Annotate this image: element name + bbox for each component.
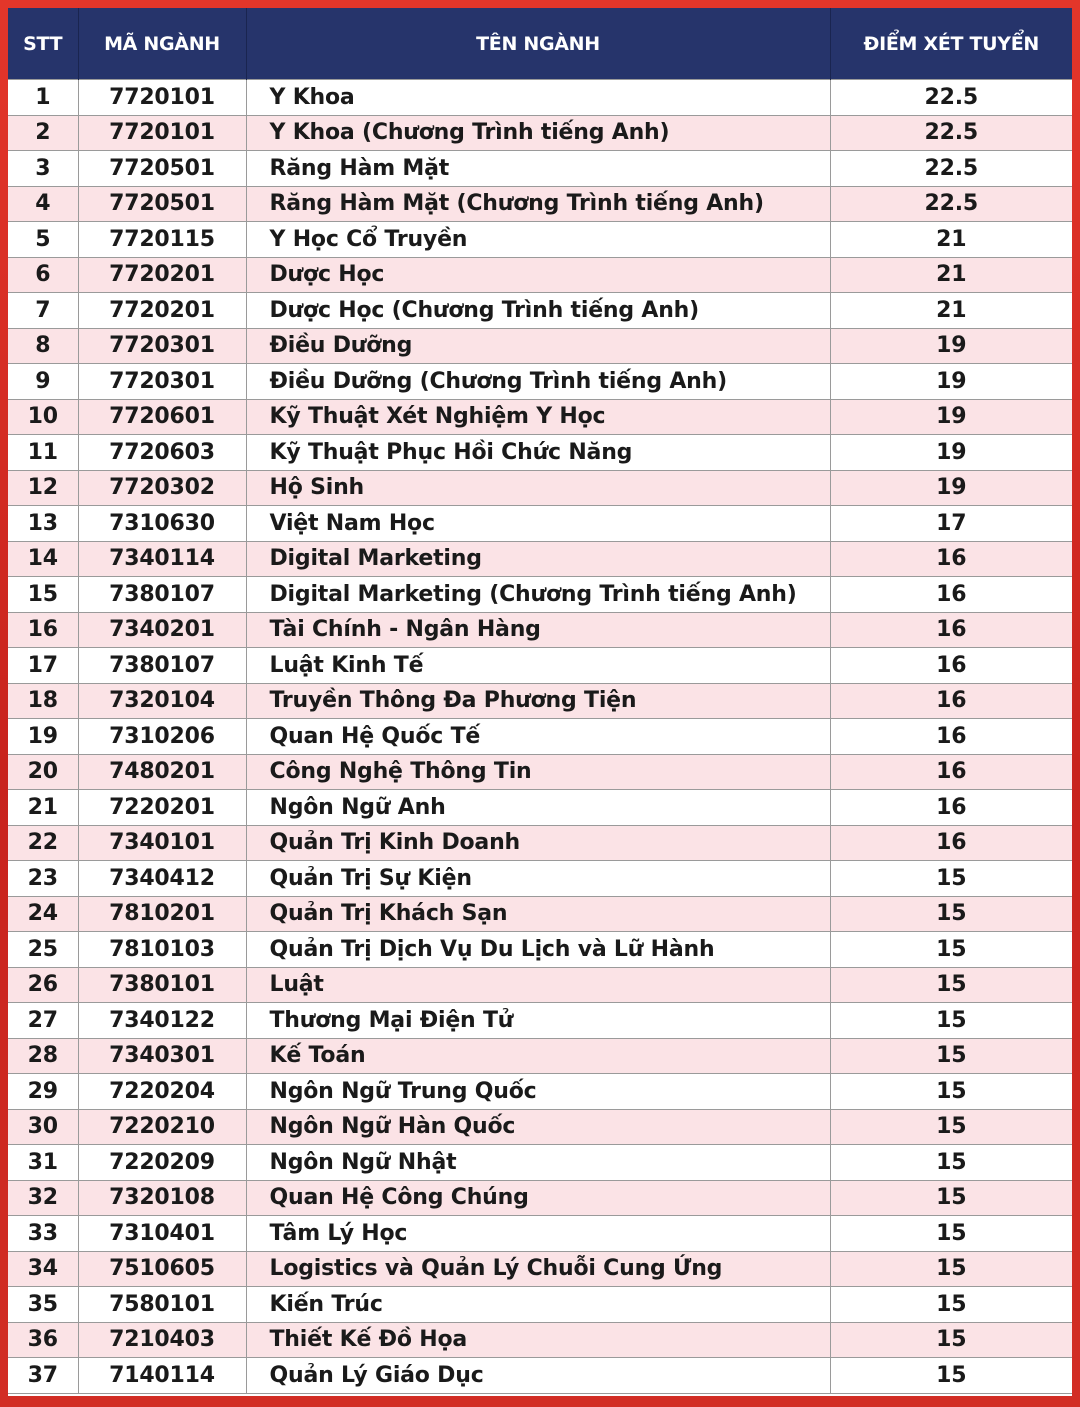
- row-stt: 7: [8, 293, 78, 329]
- row-ten-nganh: Ngôn Ngữ Trung Quốc: [246, 1074, 830, 1110]
- row-ten-nganh: Luật: [246, 967, 830, 1003]
- row-ma-nganh: 7340122: [78, 1003, 246, 1039]
- row-ma-nganh: 7720302: [78, 470, 246, 506]
- row-stt: 5: [8, 222, 78, 258]
- row-stt: 20: [8, 754, 78, 790]
- admission-score-table: [8, 8, 1072, 1394]
- table-row: [8, 790, 1072, 826]
- row-ten-nganh: Răng Hàm Mặt: [246, 151, 830, 187]
- table-row: [8, 293, 1072, 329]
- row-ten-nganh: Công Nghệ Thông Tin: [246, 754, 830, 790]
- table-row: [8, 1038, 1072, 1074]
- table-row: [8, 932, 1072, 968]
- row-stt: 1: [8, 80, 78, 116]
- row-ten-nganh: Ngôn Ngữ Nhật: [246, 1145, 830, 1181]
- row-stt: 36: [8, 1322, 78, 1358]
- row-diem: 15: [830, 1358, 1072, 1394]
- row-ma-nganh: 7140114: [78, 1358, 246, 1394]
- row-diem: 22.5: [830, 186, 1072, 222]
- row-diem: 15: [830, 932, 1072, 968]
- table-header: [8, 8, 1072, 80]
- row-diem: 22.5: [830, 80, 1072, 116]
- header-row: [8, 8, 1072, 80]
- row-stt: 8: [8, 328, 78, 364]
- row-ten-nganh: Thương Mại Điện Tử: [246, 1003, 830, 1039]
- row-stt: 14: [8, 541, 78, 577]
- row-ten-nganh: Y Học Cổ Truyền: [246, 222, 830, 258]
- row-stt: 3: [8, 151, 78, 187]
- row-ten-nganh: Kỹ Thuật Xét Nghiệm Y Học: [246, 399, 830, 435]
- row-ten-nganh: Kiến Trúc: [246, 1287, 830, 1323]
- row-ten-nganh: Răng Hàm Mặt (Chương Trình tiếng Anh): [246, 186, 830, 222]
- row-ten-nganh: Thiết Kế Đồ Họa: [246, 1322, 830, 1358]
- table-row: [8, 80, 1072, 116]
- row-diem: 21: [830, 257, 1072, 293]
- row-stt: 6: [8, 257, 78, 293]
- table-row: [8, 257, 1072, 293]
- row-diem: 16: [830, 648, 1072, 684]
- row-ten-nganh: Kế Toán: [246, 1038, 830, 1074]
- row-stt: 12: [8, 470, 78, 506]
- row-ma-nganh: 7320104: [78, 683, 246, 719]
- row-stt: 29: [8, 1074, 78, 1110]
- row-ten-nganh: Tâm Lý Học: [246, 1216, 830, 1252]
- row-diem: 19: [830, 399, 1072, 435]
- row-ten-nganh: Quản Trị Kinh Doanh: [246, 825, 830, 861]
- row-ma-nganh: 7720601: [78, 399, 246, 435]
- table-row: [8, 1180, 1072, 1216]
- row-ten-nganh: Quản Lý Giáo Dục: [246, 1358, 830, 1394]
- header-stt: STT: [8, 8, 78, 80]
- row-stt: 31: [8, 1145, 78, 1181]
- row-diem: 16: [830, 790, 1072, 826]
- table-row: [8, 1322, 1072, 1358]
- table-row: [8, 1145, 1072, 1181]
- row-stt: 17: [8, 648, 78, 684]
- row-stt: 27: [8, 1003, 78, 1039]
- row-diem: 15: [830, 1145, 1072, 1181]
- row-stt: 34: [8, 1251, 78, 1287]
- row-ten-nganh: Điều Dưỡng: [246, 328, 830, 364]
- row-diem: 15: [830, 1322, 1072, 1358]
- row-diem: 21: [830, 222, 1072, 258]
- table-row: [8, 541, 1072, 577]
- row-diem: 22.5: [830, 115, 1072, 151]
- row-ten-nganh: Ngôn Ngữ Hàn Quốc: [246, 1109, 830, 1145]
- table-row: [8, 222, 1072, 258]
- header-ten-nganh: TÊN NGÀNH: [246, 8, 830, 80]
- row-diem: 19: [830, 364, 1072, 400]
- table-row: [8, 1109, 1072, 1145]
- table-row: [8, 186, 1072, 222]
- row-ma-nganh: 7510605: [78, 1251, 246, 1287]
- table-row: [8, 506, 1072, 542]
- row-ten-nganh: Hộ Sinh: [246, 470, 830, 506]
- row-ten-nganh: Truyền Thông Đa Phương Tiện: [246, 683, 830, 719]
- row-diem: 15: [830, 1074, 1072, 1110]
- row-ten-nganh: Quản Trị Khách Sạn: [246, 896, 830, 932]
- table-row: [8, 754, 1072, 790]
- row-ma-nganh: 7310206: [78, 719, 246, 755]
- row-diem: 15: [830, 1038, 1072, 1074]
- row-ma-nganh: 7720101: [78, 115, 246, 151]
- row-ten-nganh: Quản Trị Sự Kiện: [246, 861, 830, 897]
- row-stt: 10: [8, 399, 78, 435]
- row-diem: 15: [830, 1003, 1072, 1039]
- row-ten-nganh: Logistics và Quản Lý Chuỗi Cung Ứng: [246, 1251, 830, 1287]
- row-ma-nganh: 7210403: [78, 1322, 246, 1358]
- table-row: [8, 577, 1072, 613]
- table-row: [8, 1358, 1072, 1394]
- row-stt: 2: [8, 115, 78, 151]
- row-ten-nganh: Tài Chính - Ngân Hàng: [246, 612, 830, 648]
- row-ma-nganh: 7380107: [78, 577, 246, 613]
- row-ma-nganh: 7380107: [78, 648, 246, 684]
- row-stt: 32: [8, 1180, 78, 1216]
- table-row: [8, 1216, 1072, 1252]
- table-row: [8, 1287, 1072, 1323]
- row-ten-nganh: Dược Học (Chương Trình tiếng Anh): [246, 293, 830, 329]
- row-diem: 17: [830, 506, 1072, 542]
- row-diem: 16: [830, 719, 1072, 755]
- row-diem: 15: [830, 861, 1072, 897]
- row-ten-nganh: Quan Hệ Quốc Tế: [246, 719, 830, 755]
- row-diem: 21: [830, 293, 1072, 329]
- row-ten-nganh: Luật Kinh Tế: [246, 648, 830, 684]
- row-stt: 13: [8, 506, 78, 542]
- row-stt: 19: [8, 719, 78, 755]
- row-ma-nganh: 7720201: [78, 257, 246, 293]
- row-stt: 37: [8, 1358, 78, 1394]
- row-stt: 25: [8, 932, 78, 968]
- row-stt: 18: [8, 683, 78, 719]
- row-stt: 23: [8, 861, 78, 897]
- row-ten-nganh: Quan Hệ Công Chúng: [246, 1180, 830, 1216]
- row-diem: 15: [830, 1287, 1072, 1323]
- row-ma-nganh: 7340201: [78, 612, 246, 648]
- row-ma-nganh: 7720301: [78, 364, 246, 400]
- row-ma-nganh: 7320108: [78, 1180, 246, 1216]
- row-diem: 19: [830, 328, 1072, 364]
- row-stt: 24: [8, 896, 78, 932]
- row-ma-nganh: 7720501: [78, 151, 246, 187]
- row-stt: 33: [8, 1216, 78, 1252]
- row-stt: 9: [8, 364, 78, 400]
- row-diem: 15: [830, 1216, 1072, 1252]
- table-row: [8, 1074, 1072, 1110]
- row-ma-nganh: 7720201: [78, 293, 246, 329]
- row-ma-nganh: 7220204: [78, 1074, 246, 1110]
- row-ma-nganh: 7340412: [78, 861, 246, 897]
- row-ten-nganh: Digital Marketing: [246, 541, 830, 577]
- row-ma-nganh: 7720501: [78, 186, 246, 222]
- table-row: [8, 364, 1072, 400]
- table-row: [8, 861, 1072, 897]
- table-row: [8, 648, 1072, 684]
- row-ten-nganh: Y Khoa: [246, 80, 830, 116]
- row-stt: 22: [8, 825, 78, 861]
- table-row: [8, 719, 1072, 755]
- row-ma-nganh: 7340101: [78, 825, 246, 861]
- table-body: [8, 80, 1072, 1394]
- table-row: [8, 435, 1072, 471]
- row-ma-nganh: 7340301: [78, 1038, 246, 1074]
- row-ma-nganh: 7220210: [78, 1109, 246, 1145]
- row-ten-nganh: Digital Marketing (Chương Trình tiếng Anh): [246, 577, 830, 613]
- row-ten-nganh: Ngôn Ngữ Anh: [246, 790, 830, 826]
- table-row: [8, 470, 1072, 506]
- row-diem: 19: [830, 470, 1072, 506]
- row-stt: 26: [8, 967, 78, 1003]
- row-stt: 16: [8, 612, 78, 648]
- row-diem: 15: [830, 1109, 1072, 1145]
- row-diem: 16: [830, 577, 1072, 613]
- row-ma-nganh: 7810103: [78, 932, 246, 968]
- header-ma-nganh: MÃ NGÀNH: [78, 8, 246, 80]
- row-diem: 15: [830, 896, 1072, 932]
- row-ten-nganh: Dược Học: [246, 257, 830, 293]
- row-diem: 16: [830, 541, 1072, 577]
- row-ma-nganh: 7720101: [78, 80, 246, 116]
- row-ten-nganh: Điều Dưỡng (Chương Trình tiếng Anh): [246, 364, 830, 400]
- row-diem: 15: [830, 1180, 1072, 1216]
- row-ten-nganh: Quản Trị Dịch Vụ Du Lịch và Lữ Hành: [246, 932, 830, 968]
- row-diem: 16: [830, 825, 1072, 861]
- row-ma-nganh: 7480201: [78, 754, 246, 790]
- row-diem: 15: [830, 1251, 1072, 1287]
- row-ma-nganh: 7220201: [78, 790, 246, 826]
- row-stt: 11: [8, 435, 78, 471]
- row-stt: 15: [8, 577, 78, 613]
- row-ma-nganh: 7380101: [78, 967, 246, 1003]
- row-diem: 16: [830, 612, 1072, 648]
- table-row: [8, 1003, 1072, 1039]
- row-diem: 16: [830, 683, 1072, 719]
- table-row: [8, 1251, 1072, 1287]
- row-ma-nganh: 7720603: [78, 435, 246, 471]
- row-ma-nganh: 7340114: [78, 541, 246, 577]
- row-ten-nganh: Y Khoa (Chương Trình tiếng Anh): [246, 115, 830, 151]
- table-row: [8, 896, 1072, 932]
- row-diem: 16: [830, 754, 1072, 790]
- table-row: [8, 151, 1072, 187]
- table-row: [8, 399, 1072, 435]
- row-stt: 30: [8, 1109, 78, 1145]
- table-row: [8, 825, 1072, 861]
- row-ma-nganh: 7310401: [78, 1216, 246, 1252]
- row-stt: 4: [8, 186, 78, 222]
- row-diem: 22.5: [830, 151, 1072, 187]
- table-row: [8, 115, 1072, 151]
- score-table-frame: [8, 8, 1072, 1396]
- row-stt: 35: [8, 1287, 78, 1323]
- row-ma-nganh: 7220209: [78, 1145, 246, 1181]
- row-ma-nganh: 7810201: [78, 896, 246, 932]
- row-ma-nganh: 7720301: [78, 328, 246, 364]
- table-row: [8, 967, 1072, 1003]
- row-ten-nganh: Kỹ Thuật Phục Hồi Chức Năng: [246, 435, 830, 471]
- row-ma-nganh: 7310630: [78, 506, 246, 542]
- table-row: [8, 683, 1072, 719]
- row-ma-nganh: 7580101: [78, 1287, 246, 1323]
- row-diem: 15: [830, 967, 1072, 1003]
- row-ten-nganh: Việt Nam Học: [246, 506, 830, 542]
- row-stt: 28: [8, 1038, 78, 1074]
- table-row: [8, 328, 1072, 364]
- table-row: [8, 612, 1072, 648]
- row-diem: 19: [830, 435, 1072, 471]
- row-stt: 21: [8, 790, 78, 826]
- header-diem-xet-tuyen: ĐIỂM XÉT TUYỂN: [830, 8, 1072, 80]
- row-ma-nganh: 7720115: [78, 222, 246, 258]
